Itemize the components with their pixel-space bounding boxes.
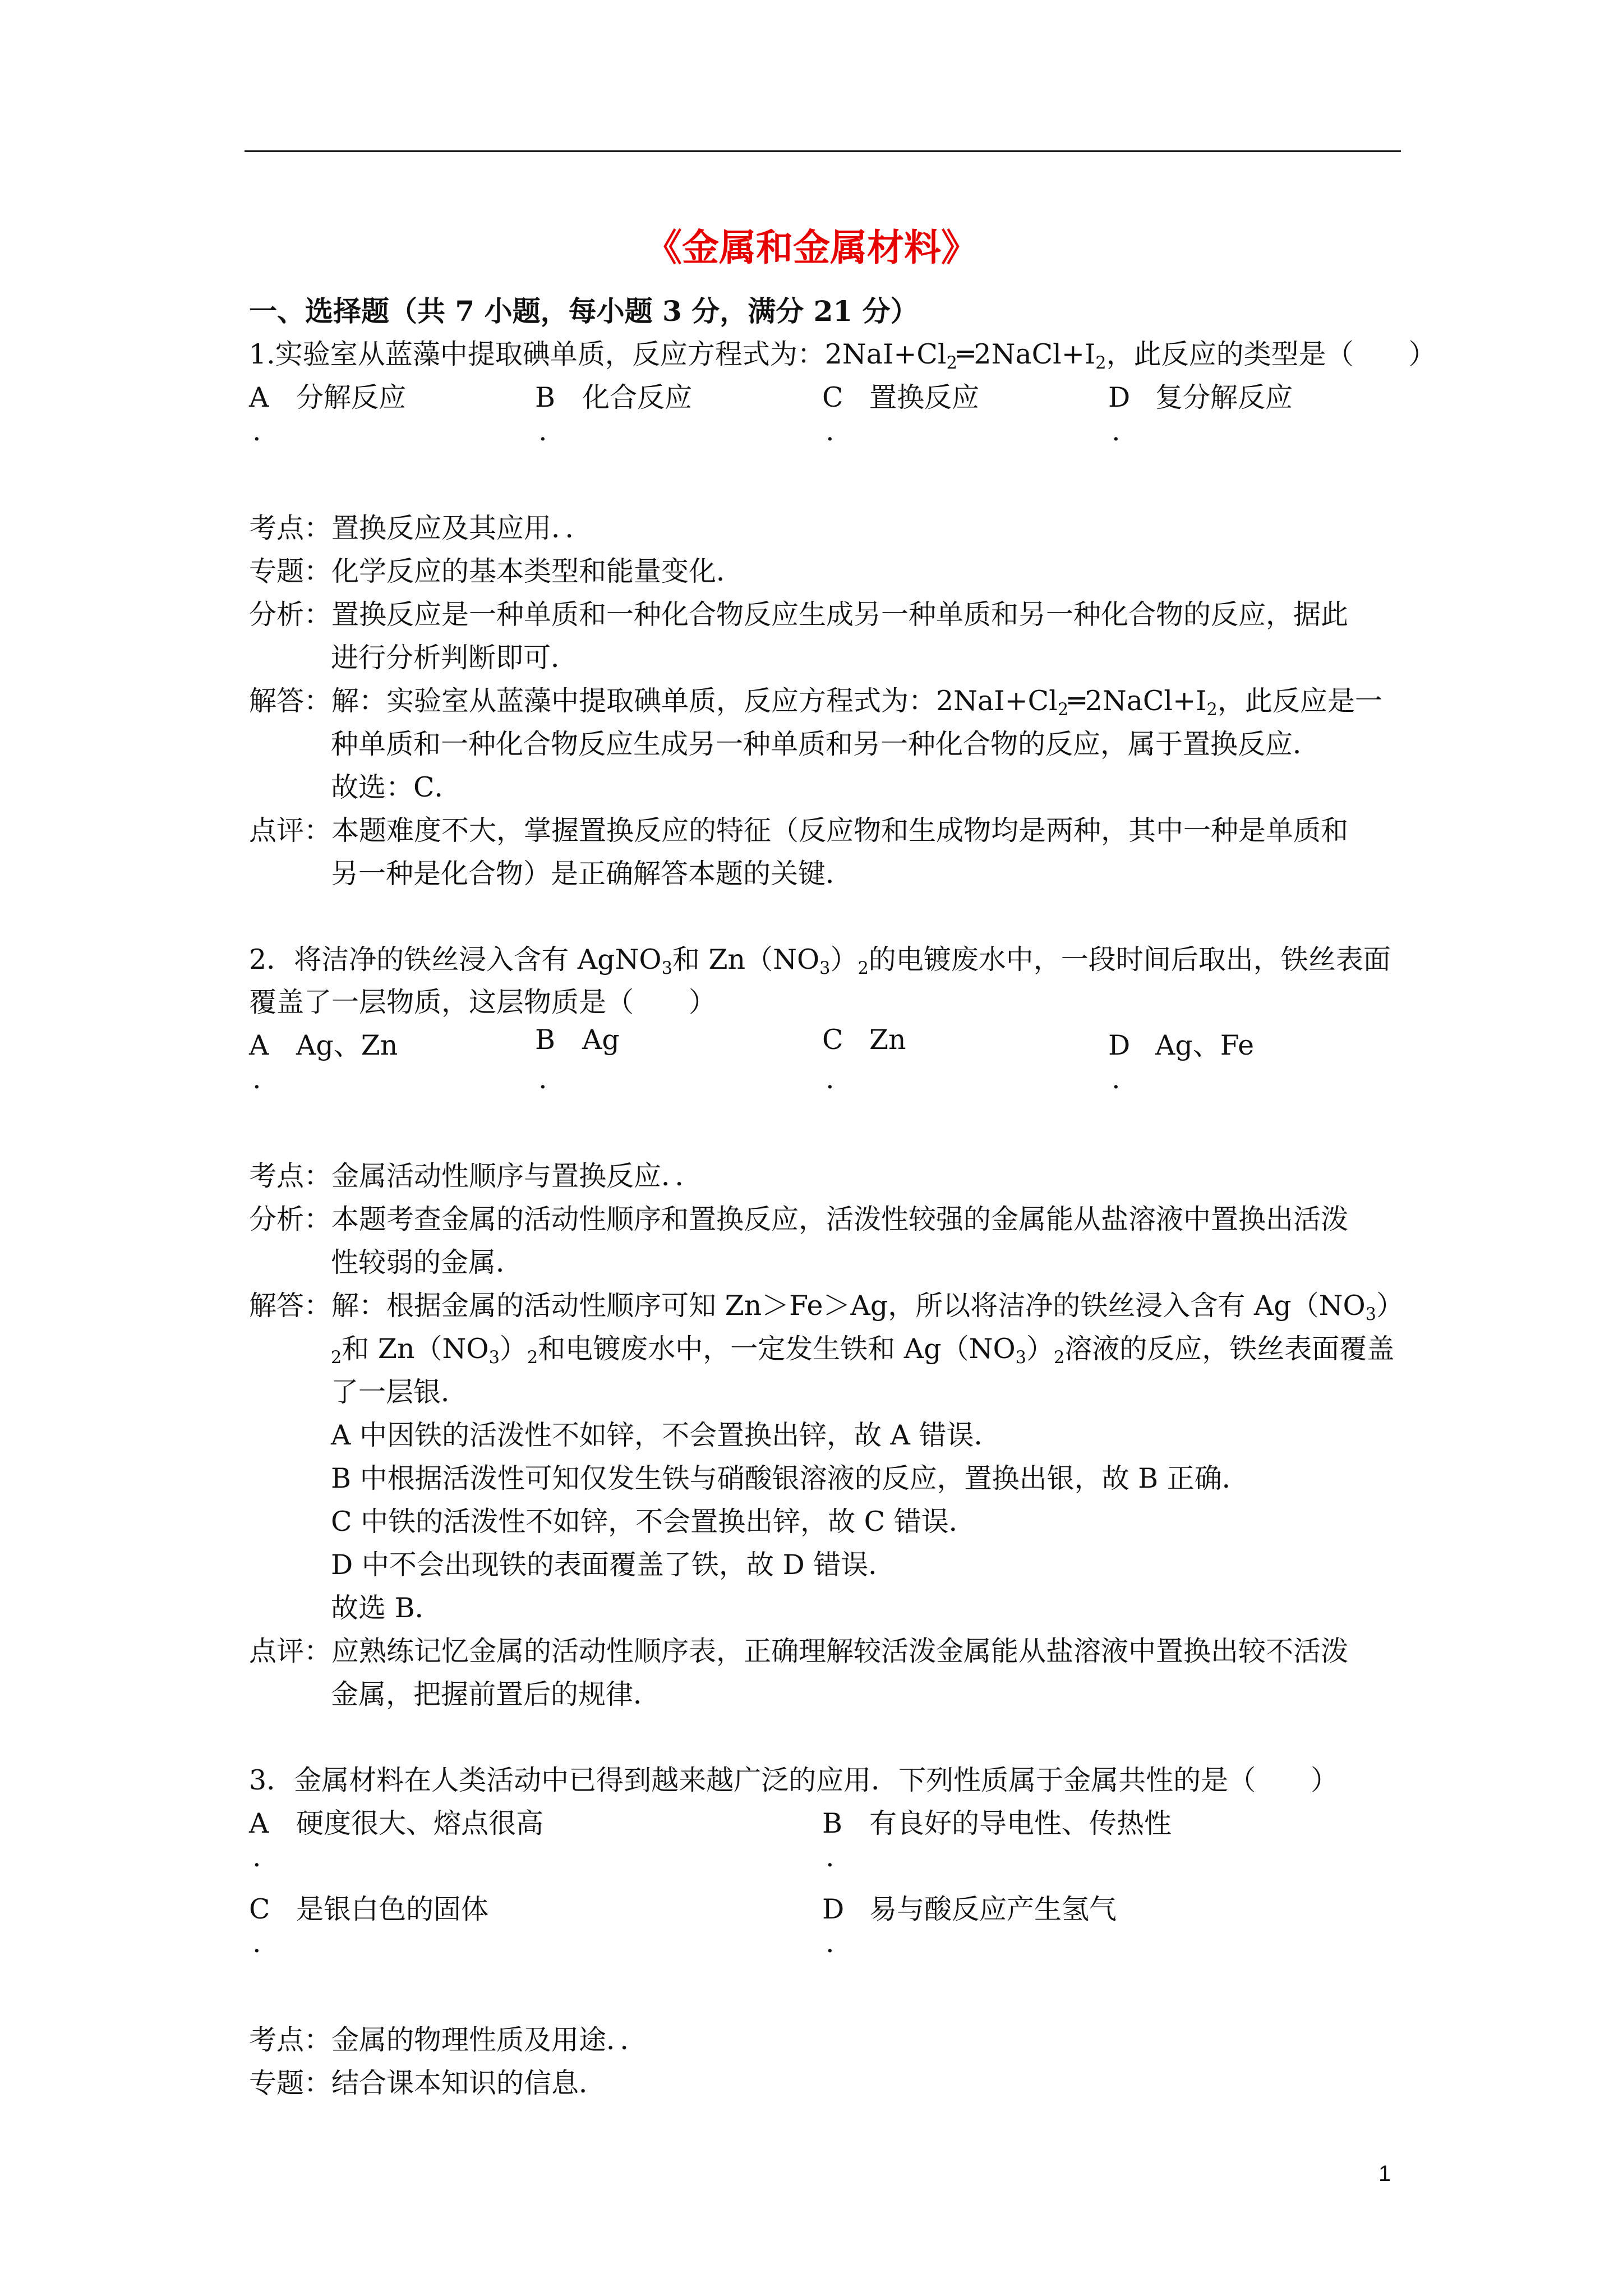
q3-option-b-dot: . xyxy=(826,1841,834,1873)
q2-dianping-cont: 金属，把握前置后的规律． xyxy=(331,1678,661,1710)
q2-option-a-dot: . xyxy=(252,1063,261,1095)
q1-option-c-dot: . xyxy=(826,415,834,447)
q2-kaodian: 考点：金属活动性顺序与置换反应．． xyxy=(249,1160,703,1192)
q2-option-b-dot: . xyxy=(538,1063,547,1095)
q1-kaodian: 考点：置换反应及其应用．． xyxy=(249,512,593,544)
q1-jieda: 解答：解：实验室从蓝藻中提取碘单质，反应方程式为：$2NaI+Cl_2═2NaCl+I_2$，此反应是一 xyxy=(249,685,1382,720)
document-title: 《金属和金属材料》 xyxy=(645,226,978,269)
q1-option-b: B 化合反应 xyxy=(535,381,693,413)
header-rule xyxy=(245,150,1401,152)
q3-kaodian: 考点：金属的物理性质及用途．． xyxy=(249,2024,648,2056)
q2-jieda: 解答：解：根据金属的活动性顺序可知 Zn＞Fe＞Ag，所以将洁净的铁丝浸入含有 $Ag(NO_3)$ xyxy=(249,1290,1404,1325)
q2-fenxi: 分析：本题考查金属的活动性顺序和置换反应，活泼性较强的金属能从盐溶液中置换出活泼 xyxy=(249,1203,1349,1235)
q3-zhuanti: 专题：结合课本知识的信息． xyxy=(249,2067,607,2099)
q1-zhuanti: 专题：化学反应的基本类型和能量变化． xyxy=(249,555,744,587)
question-3-stem: 3．金属材料在人类活动中已得到越来越广泛的应用．下列性质属于金属共性的是（ ） xyxy=(249,1764,1339,1796)
q2-option-b: B Ag xyxy=(535,1024,620,1056)
q3-option-a-dot: . xyxy=(252,1841,261,1873)
q2-option-c-dot: . xyxy=(826,1063,834,1095)
q1-answer: 故选：C． xyxy=(331,771,462,803)
section-heading: 一、选择题（共 7 小题，每小题 3 分，满分 21 分） xyxy=(249,295,919,328)
question-2-stem: 2．将洁净的铁丝浸入含有 AgNO$_3$和 $Zn(NO_3)_2$的电镀废水中，一段时间后取出，铁丝表面 xyxy=(249,944,1391,979)
q3-option-a: A 硬度很大、熔点很高 xyxy=(249,1807,544,1839)
q2-fenxi-cont: 性较弱的金属． xyxy=(331,1246,524,1278)
page-number: 1 xyxy=(1378,2161,1391,2186)
q1-option-d: D 复分解反应 xyxy=(1108,381,1293,413)
q2-option-a: A Ag、Zn xyxy=(249,1029,398,1061)
q2-jieda-line3: 了一层银． xyxy=(331,1376,469,1408)
q2-option-c: C Zn xyxy=(822,1024,906,1056)
question-1-stem: 1.实验室从蓝藻中提取碘单质，反应方程式为：$2NaI+Cl_2═2NaCl+I_2$，此反应的类型是（ ） xyxy=(249,338,1436,374)
q2-option-d-dot: . xyxy=(1112,1063,1121,1095)
q1-option-b-dot: . xyxy=(538,415,547,447)
q1-option-d-dot: . xyxy=(1112,415,1121,447)
q2-dianping: 点评：应熟练记忆金属的活动性顺序表，正确理解较活泼金属能从盐溶液中置换出较不活泼 xyxy=(249,1635,1349,1667)
q1-option-a: A 分解反应 xyxy=(249,381,407,413)
q1-dianping: 点评：本题难度不大，掌握置换反应的特征（反应物和生成物均是两种，其中一种是单质和 xyxy=(249,815,1349,846)
q3-option-b: B 有良好的导电性、传热性 xyxy=(822,1807,1172,1839)
question-2-stem-cont: 覆盖了一层物质，这层物质是（ ） xyxy=(249,986,717,1018)
q3-option-d: D 易与酸反应产生氢气 xyxy=(822,1893,1117,1925)
q2-jieda-line5: B 中根据活泼性可知仅发生铁与硝酸银溶液的反应，置换出银，故 B 正确． xyxy=(331,1462,1249,1494)
q3-option-c-dot: . xyxy=(252,1927,261,1959)
q1-option-c: C 置换反应 xyxy=(822,381,980,413)
q1-dianping-cont: 另一种是化合物）是正确解答本题的关键． xyxy=(331,858,854,890)
q2-answer: 故选 B． xyxy=(331,1592,442,1624)
q1-fenxi-cont: 进行分析判断即可． xyxy=(331,642,579,674)
q1-option-a-dot: . xyxy=(252,415,261,447)
q3-option-d-dot: . xyxy=(826,1927,834,1959)
q2-option-d: D Ag、Fe xyxy=(1108,1029,1255,1061)
q3-option-c: C 是银白色的固体 xyxy=(249,1893,489,1925)
q1-jieda-cont: 种单质和一种化合物反应生成另一种单质和另一种化合物的反应，属于置换反应． xyxy=(331,728,1321,760)
q2-jieda-line7: D 中不会出现铁的表面覆盖了铁，故 D 错误． xyxy=(331,1549,896,1581)
q2-jieda-line2: $_2$和 $Zn(NO_3)_2$和电镀废水中，一定发生铁和 $Ag(NO_3)_2$溶液的反应，铁丝表面覆盖 xyxy=(331,1333,1395,1368)
q2-jieda-line6: C 中铁的活泼性不如锌，不会置换出锌，故 C 错误． xyxy=(331,1506,976,1538)
q1-fenxi: 分析：置换反应是一种单质和一种化合物反应生成另一种单质和另一种化合物的反应，据此 xyxy=(249,599,1349,631)
q2-jieda-line4: A 中因铁的活泼性不如锌，不会置换出锌，故 A 错误． xyxy=(331,1419,1002,1451)
